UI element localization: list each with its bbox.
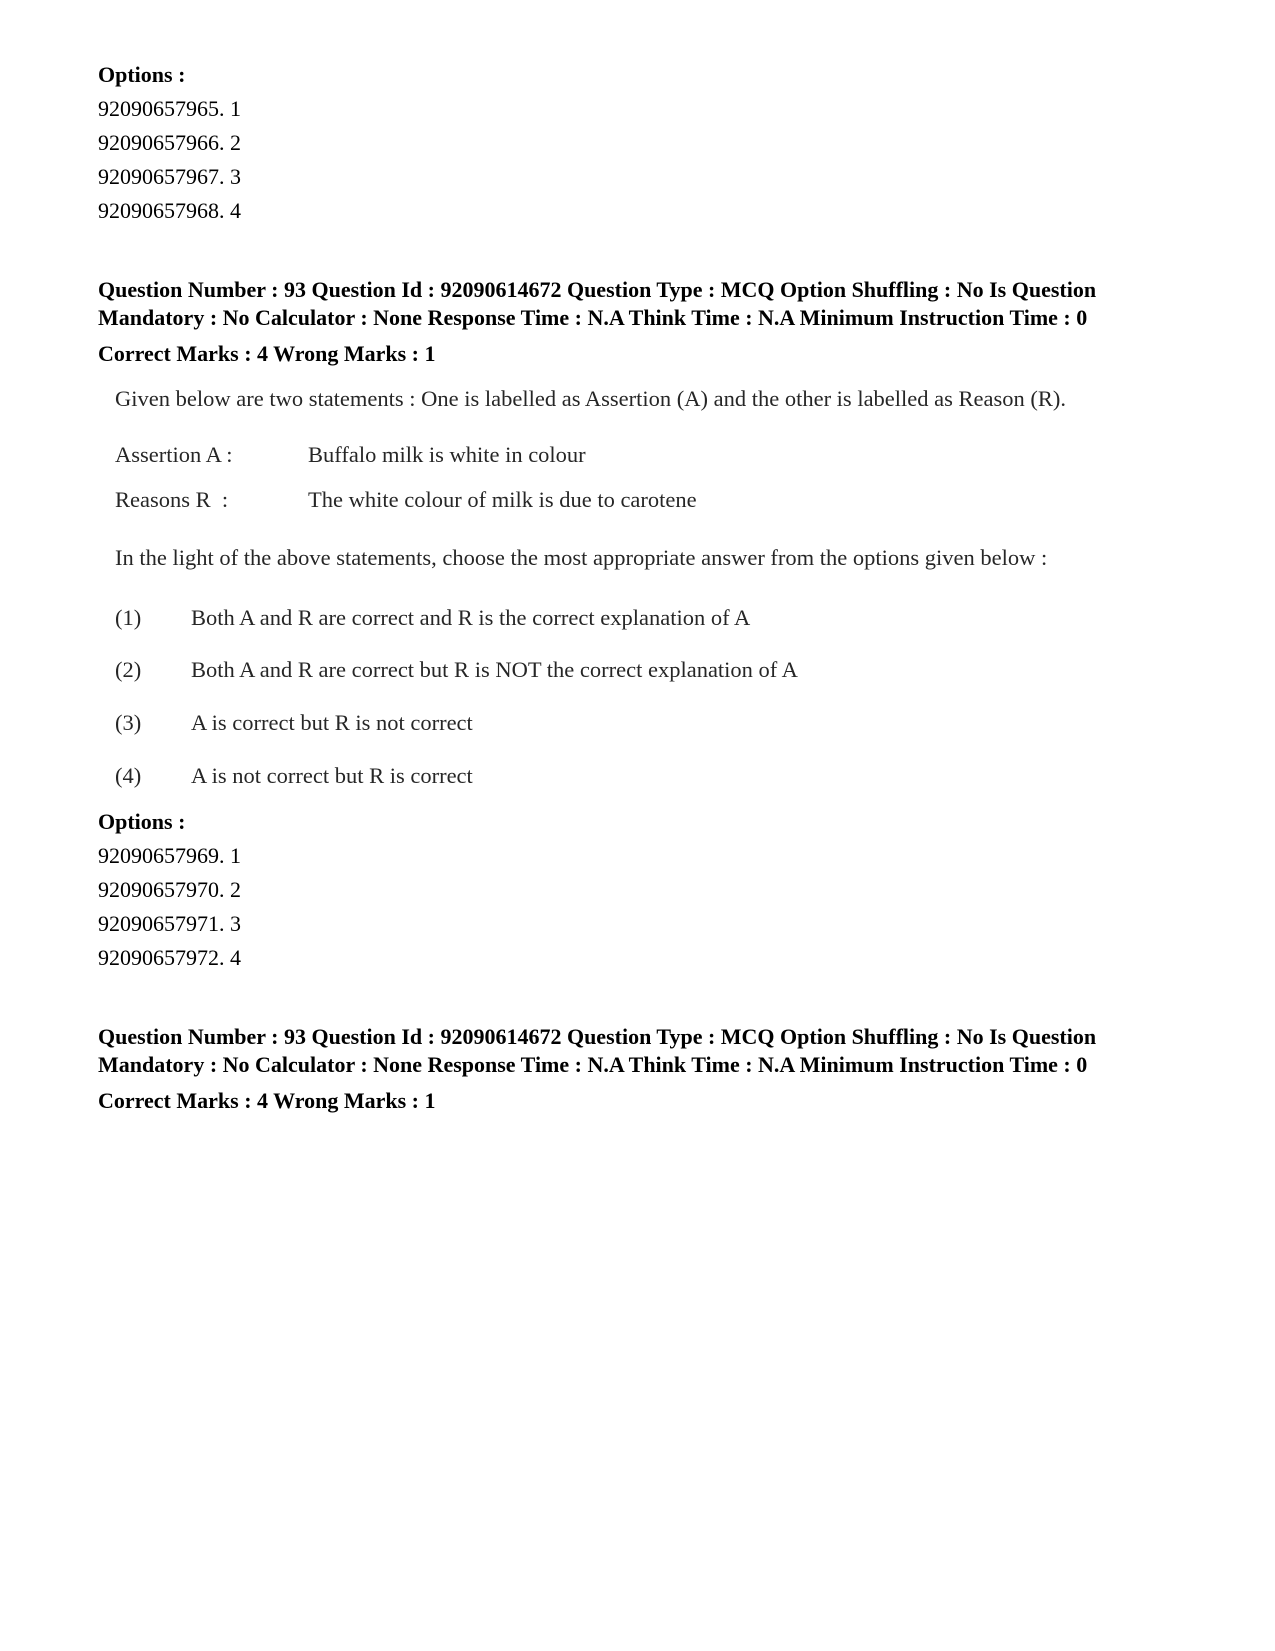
option-item: 92090657968. 4	[98, 198, 241, 223]
option-item: 92090657967. 3	[98, 164, 241, 189]
question-marks: Correct Marks : 4 Wrong Marks : 1	[98, 341, 436, 366]
question-intro: Given below are two statements : One is labelled as Assertion (A) and the other is labelled as Reason (R).	[115, 386, 1066, 411]
option-item: 92090657970. 2	[98, 877, 241, 902]
assertion-row	[115, 440, 1125, 470]
option-item: 92090657972. 4	[98, 945, 241, 970]
choice-text: A is correct but R is not correct	[191, 710, 473, 735]
answer-choice	[115, 655, 1125, 685]
choice-text: A is not correct but R is correct	[191, 763, 473, 788]
assertion-text: Buffalo milk is white in colour	[308, 442, 586, 467]
assertion-label: Assertion A :	[115, 442, 233, 467]
choice-text: Both A and R are correct but R is NOT the correct explanation of A	[191, 657, 798, 682]
question-header: Question Number : 93 Question Id : 92090614672 Question Type : MCQ Option Shuffling : No Is Question Mandatory : No Calculator : None Response Time : N.A Think Time : N.A Minimum Instruction Time : 0	[98, 1024, 1097, 1077]
option-item: 92090657969. 1	[98, 843, 241, 868]
options-heading: Options :	[98, 809, 186, 834]
next-question-block	[98, 1023, 1158, 1115]
choice-number: (1)	[115, 605, 142, 630]
choice-text: Both A and R are correct and R is the correct explanation of A	[191, 605, 751, 630]
reason-text: The white colour of milk is due to carotene	[308, 487, 697, 512]
answer-choice	[115, 761, 1125, 791]
option-item: 92090657971. 3	[98, 911, 241, 936]
top-options-block	[98, 58, 1158, 228]
options-heading: Options :	[98, 62, 186, 87]
bottom-options-block	[98, 805, 1158, 975]
answer-choice	[115, 603, 1125, 633]
question-instruction: In the light of the above statements, choose the most appropriate answer from the options given below :	[115, 545, 1048, 570]
question-block	[98, 276, 1158, 791]
answer-choice	[115, 708, 1125, 738]
choice-number: (3)	[115, 710, 142, 735]
option-item: 92090657965. 1	[98, 96, 241, 121]
choice-number: (2)	[115, 657, 142, 682]
question-marks: Correct Marks : 4 Wrong Marks : 1	[98, 1088, 436, 1113]
reason-label: Reasons R :	[115, 487, 229, 512]
question-body	[115, 384, 1125, 791]
option-item: 92090657966. 2	[98, 130, 241, 155]
document-page	[98, 58, 1158, 1115]
choice-number: (4)	[115, 763, 142, 788]
reason-row	[115, 485, 1125, 515]
question-header: Question Number : 93 Question Id : 92090614672 Question Type : MCQ Option Shuffling : No Is Question Mandatory : No Calculator : None Response Time : N.A Think Time : N.A Minimum Instruction Time : 0	[98, 277, 1097, 330]
